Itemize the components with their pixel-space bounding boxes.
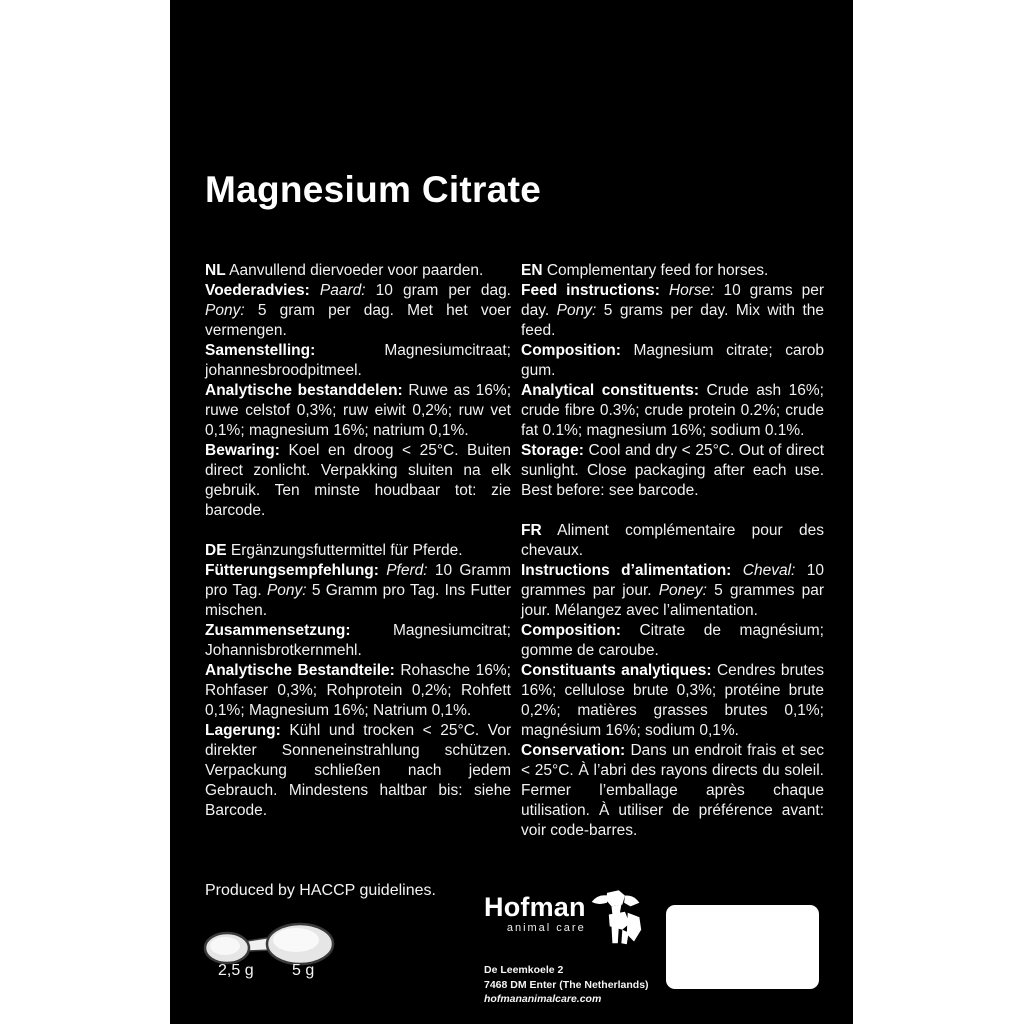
label-paragraph: Feed instructions: Horse: 10 grams per day. Pony: 5 grams per day. Mix with the feed. (521, 282, 824, 339)
label-paragraph: NL Aanvullend diervoeder voor paarden. (205, 262, 484, 279)
label-paragraph: Zusammensetzung: Magnesiumcitrat; Johannisbrotkernmehl. (205, 622, 511, 659)
address-block (484, 963, 649, 1007)
label-paragraph: Composition: Citrate de magnésium; gomme de caroube. (521, 622, 824, 659)
column-right (521, 261, 824, 841)
label-paragraph: Composition: Magnesium citrate; carob gum. (521, 342, 824, 379)
lang-section-fr (521, 521, 824, 841)
brand-logo-row (484, 893, 649, 949)
label-paragraph: Instructions d’alimentation: Cheval: 10 grammes par jour. Poney: 5 grammes par jour. Mélangez avec l’alimentation. (521, 562, 824, 619)
haccp-note: Produced by HACCP guidelines. (205, 882, 436, 899)
lang-section-en (521, 261, 824, 501)
scoop-large-label: 5 g (292, 962, 315, 979)
label-paragraph: Analytische Bestandteile: Rohasche 16%; Rohfaser 0,3%; Rohprotein 0,2%; Rohfett 0,1%; Magnesium 16%; Natrium 0,1%. (205, 662, 511, 719)
label-paragraph: Bewaring: Koel en droog < 25°C. Buiten direct zonlicht. Verpakking sluiten na elk gebruik. Ten minste houdbaar tot: zie barcode. (205, 442, 511, 519)
label-paragraph: Conservation: Dans un endroit frais et sec < 25°C. À l’abri des rayons directs du soleil. Fermer l’emballage après chaque utilisation. À utiliser de préférence avant: voir code-barres. (521, 742, 824, 839)
label-paragraph: DE Ergänzungsfuttermittel für Pferde. (205, 542, 463, 559)
brand-block (484, 893, 649, 1007)
label-paragraph: Voederadvies: Paard: 10 gram per dag. Pony: 5 gram per dag. Met het voer vermengen. (205, 282, 511, 339)
scoop-small-label: 2,5 g (218, 962, 254, 979)
label-paragraph: Constituants analytiques: Cendres brutes 16%; cellulose brute 0,3%; protéine brute 0,2%; matières grasses brutes 0,1%; magnésium 16%; sodium 0,1%. (521, 662, 825, 739)
barcode-placeholder (666, 905, 819, 989)
address-line-1: De Leemkoele 2 (484, 964, 564, 976)
goat-logo-icon (589, 889, 643, 949)
brand-tagline: animal care (506, 922, 586, 934)
label-paragraph: Fütterungsempfehlung: Pferd: 10 Gramm pro Tag. Pony: 5 Gramm pro Tag. Ins Futter mischen. (205, 562, 511, 619)
lang-section-nl (205, 261, 511, 521)
label-paragraph: Analytische bestanddelen: Ruwe as 16%; ruwe celstof 0,3%; ruw eiwit 0,2%; ruw vet 0,1%; magnesium 16%; natrium 0,1%. (205, 382, 512, 439)
brand-name: Hofman (484, 892, 586, 922)
label-paragraph: FR Aliment complémentaire pour des chevaux. (521, 522, 824, 559)
product-title: Magnesium Citrate (205, 169, 542, 210)
column-left (205, 261, 511, 821)
brand-website: hofmananimalcare.com (484, 993, 602, 1006)
brand-text (484, 893, 586, 934)
label-paragraph: Analytical constituents: Crude ash 16%; crude fibre 0.3%; crude protein 0.2%; crude fat 0.1%; magnesium 16%; sodium 0.1%. (521, 382, 824, 439)
label-panel (170, 0, 853, 1024)
label-paragraph: EN Complementary feed for horses. (521, 262, 769, 279)
label-paragraph: Samenstelling: Magnesiumcitraat; johannesbroodpitmeel. (205, 342, 511, 379)
label-paragraph: Lagerung: Kühl und trocken < 25°C. Vor direkter Sonneneinstrahlung schützen. Verpackung schließen nach jedem Gebrauch. Mindestens haltbar bis: siehe Barcode. (205, 722, 511, 819)
label-paragraph: Storage: Cool and dry < 25°C. Out of direct sunlight. Close packaging after each use. Best before: see barcode. (521, 442, 824, 499)
lang-section-de (205, 541, 511, 821)
address-line-2: 7468 DM Enter (The Netherlands) (484, 978, 649, 991)
